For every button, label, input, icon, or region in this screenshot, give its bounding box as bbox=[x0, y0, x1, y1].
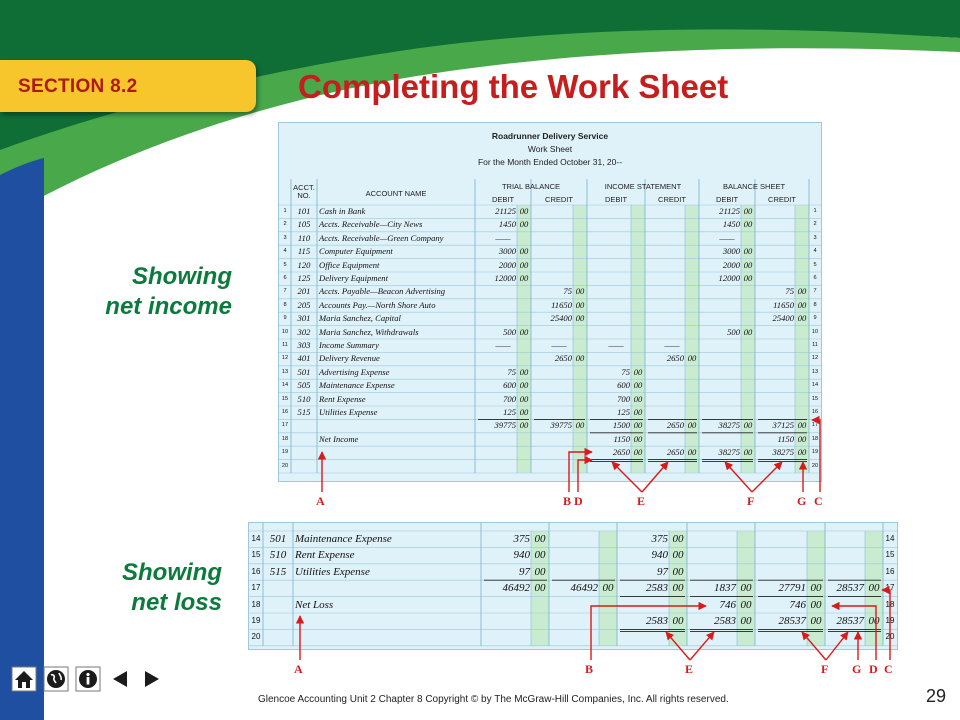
ws-cell: 4 bbox=[813, 248, 817, 255]
ws-cell: 11 bbox=[282, 342, 288, 348]
ws-row bbox=[279, 218, 821, 231]
ws-cell: 15 bbox=[251, 550, 261, 560]
ws-cell: 75 bbox=[563, 286, 572, 297]
ws-hdr-account-name: ACCOUNT NAME bbox=[365, 189, 427, 198]
back-arrow-icon bbox=[109, 668, 131, 690]
callout-letter-c: C bbox=[884, 662, 893, 676]
ws-company: Roadrunner Delivery Service bbox=[491, 131, 609, 141]
ws-row bbox=[279, 232, 821, 245]
forward-button[interactable] bbox=[138, 665, 166, 693]
globe-button[interactable] bbox=[42, 665, 70, 693]
ws-cell: 21125 bbox=[495, 206, 516, 216]
ws-cell: 115 bbox=[297, 246, 311, 257]
ws-cell: 12000 bbox=[718, 273, 740, 283]
ws-cell: 125 bbox=[617, 407, 630, 417]
ws-cell: 2650 bbox=[666, 447, 684, 458]
ws-cell: Delivery Equipment bbox=[319, 273, 388, 283]
ws-cell: 00 bbox=[519, 326, 529, 337]
ws-cell: 1 bbox=[283, 208, 287, 214]
ws-cell: 00 bbox=[672, 549, 684, 562]
back-button[interactable] bbox=[106, 665, 134, 693]
ws-cell: 15 bbox=[811, 395, 819, 402]
ws-cell: 15 bbox=[281, 395, 289, 402]
ws-cell: 105 bbox=[297, 219, 311, 230]
ws-cell: 1150 bbox=[777, 433, 794, 444]
callout-letter-c: C bbox=[814, 494, 823, 508]
ws-cell: 00 bbox=[743, 219, 753, 230]
ws-cell: 46492 bbox=[502, 582, 530, 595]
ws-cell: 25400 bbox=[772, 313, 794, 324]
callout-letter-g: G bbox=[797, 494, 807, 508]
ws-cell: 46492 bbox=[570, 582, 598, 595]
ws-cell: 505 bbox=[297, 380, 311, 391]
ws-cell: 00 bbox=[633, 420, 643, 431]
ws-cell: —— bbox=[551, 340, 567, 350]
ws-cell: 75 bbox=[507, 366, 516, 377]
ws-cell: 00 bbox=[743, 447, 753, 458]
ws-cell: Maintenance Expense bbox=[319, 380, 395, 391]
ws-cell: 00 bbox=[810, 582, 822, 595]
ws-cell: 38275 bbox=[772, 447, 794, 458]
ws-cell: 6 bbox=[813, 275, 817, 281]
page-number: 29 bbox=[926, 686, 947, 706]
ws-cell: 10 bbox=[281, 328, 289, 335]
ws-period: For the Month Ended October 31, 20-- bbox=[477, 157, 623, 167]
ws-cell: 38275 bbox=[718, 420, 740, 431]
ws-cell: 302 bbox=[297, 326, 311, 337]
ws-cell: 17 bbox=[885, 583, 895, 593]
ws-cell: 00 bbox=[633, 433, 643, 444]
callout-letter-b: B bbox=[563, 494, 572, 508]
ws-cell: 110 bbox=[297, 232, 311, 243]
ws-cell: 16 bbox=[885, 566, 895, 576]
ws-cell: 00 bbox=[743, 259, 753, 270]
ws-cell: 14 bbox=[281, 382, 289, 389]
ws-cell: 21125 bbox=[719, 206, 740, 216]
ws-cell: 1450 bbox=[722, 219, 740, 230]
ws-cell: 39775 bbox=[550, 420, 572, 431]
ws-cell: 18 bbox=[811, 435, 819, 442]
ws-cell: 375 bbox=[513, 533, 530, 545]
ws-cell: Office Equipment bbox=[319, 259, 380, 270]
ws-hdr-income-statement: INCOME STATEMENT bbox=[604, 182, 682, 191]
side-label-net-income-line1: Showing bbox=[132, 263, 232, 290]
ws-cell: —— bbox=[495, 232, 511, 243]
ws-cell: 28537 bbox=[836, 582, 864, 595]
ws-cell: 00 bbox=[740, 598, 752, 611]
ws-row bbox=[279, 205, 821, 218]
ws-cell: 28537 bbox=[778, 615, 806, 627]
section-badge bbox=[0, 60, 256, 112]
callout-letter-a: A bbox=[294, 662, 303, 676]
ws-cell: 37125 bbox=[772, 420, 794, 431]
ws-cell: 13 bbox=[811, 368, 819, 375]
ws-cell: 00 bbox=[743, 326, 753, 337]
ws-cell: 00 bbox=[687, 420, 697, 431]
ws-cell: Income Summary bbox=[319, 340, 379, 350]
home-icon bbox=[11, 666, 37, 692]
ws-cell: Maintenance Expense bbox=[295, 533, 392, 545]
ws-cell: 500 bbox=[503, 326, 516, 337]
ws-cell: 510 bbox=[297, 393, 311, 404]
ws-cell: 00 bbox=[519, 407, 529, 417]
ws-cell: 700 bbox=[617, 393, 630, 404]
ws-cell: 00 bbox=[687, 447, 697, 458]
ws-cell: 600 bbox=[617, 380, 630, 391]
ws-row bbox=[279, 245, 821, 258]
ws-cell: 125 bbox=[297, 273, 311, 283]
ws-cell: 515 bbox=[297, 407, 311, 417]
ws-cell: 00 bbox=[797, 299, 807, 310]
ws-cell: 510 bbox=[269, 549, 287, 562]
ws-cell: 28537 bbox=[836, 615, 864, 627]
callout-letter-e: E bbox=[685, 662, 694, 676]
ws-cell: 00 bbox=[633, 380, 643, 391]
ws-cell: 2583 bbox=[714, 615, 736, 627]
ws-cell: Computer Equipment bbox=[319, 246, 393, 257]
ws-cell: Accounts Pay.—North Shore Auto bbox=[319, 299, 436, 310]
ws-cell: 301 bbox=[297, 313, 311, 324]
page-title: Completing the Work Sheet bbox=[298, 68, 729, 105]
ws-cell: 00 bbox=[687, 353, 697, 364]
ws-cell: 00 bbox=[633, 366, 643, 377]
ws-cell: 00 bbox=[868, 582, 880, 595]
ws-row bbox=[249, 613, 897, 629]
home-button[interactable] bbox=[10, 665, 38, 693]
ws-cell: Utilities Expense bbox=[295, 565, 370, 578]
ws-cell: Accts. Receivable—Green Company bbox=[319, 232, 444, 243]
ws-cell: 00 bbox=[743, 420, 753, 431]
ws-cell: 00 bbox=[519, 259, 529, 270]
ws-cell: Utilities Expense bbox=[319, 407, 378, 417]
ws-cell: 97 bbox=[519, 565, 530, 578]
ws-cell: —— bbox=[664, 340, 680, 350]
ws-cell: 2 bbox=[813, 221, 817, 228]
globe-icon bbox=[43, 666, 69, 692]
ws-cell: 11650 bbox=[551, 299, 572, 310]
ws-cell: 7 bbox=[813, 288, 817, 295]
ws-cell: 1450 bbox=[498, 219, 516, 230]
ws-cell: 2000 bbox=[498, 259, 516, 270]
ws-hdr-no: NO. bbox=[297, 191, 311, 200]
ws-cell: 20 bbox=[281, 462, 289, 469]
ws-cell: 00 bbox=[519, 206, 529, 216]
ws-cell: 1 bbox=[813, 208, 817, 214]
ws-cell: 10 bbox=[811, 328, 819, 335]
ws-cell: 2000 bbox=[722, 259, 740, 270]
ws-cell: 18 bbox=[251, 599, 261, 609]
ws-cell: 00 bbox=[743, 206, 753, 216]
ws-cell: 2650 bbox=[612, 447, 630, 458]
ws-cell: 00 bbox=[810, 615, 822, 627]
ws-cell: 00 bbox=[672, 565, 684, 578]
slide-navigation bbox=[10, 664, 166, 694]
worksheet-net-loss bbox=[248, 522, 898, 650]
ws-cell: 00 bbox=[797, 420, 807, 431]
ws-cell: 00 bbox=[519, 219, 529, 230]
ws-row bbox=[249, 629, 897, 645]
ws-cell: 00 bbox=[519, 393, 529, 404]
callout-letter-a: A bbox=[316, 494, 325, 508]
ws-cell: 00 bbox=[575, 353, 585, 364]
ws-cell: 2650 bbox=[666, 420, 684, 431]
ws-cell: Rent Expense bbox=[295, 549, 355, 562]
ws-cell: 17 bbox=[251, 583, 261, 593]
ws-cell: 00 bbox=[672, 582, 684, 595]
ws-cell: 00 bbox=[575, 299, 585, 310]
ws-row bbox=[279, 259, 821, 272]
ws-cell: 3 bbox=[283, 234, 287, 241]
ws-cell: 20 bbox=[885, 632, 895, 642]
ws-hdr-credit: CREDIT bbox=[768, 195, 796, 204]
ws-cell: 6 bbox=[283, 275, 287, 281]
callout-letter-f: F bbox=[821, 662, 829, 676]
ws-cell: 746 bbox=[719, 598, 736, 611]
ws-cell: 00 bbox=[672, 533, 684, 545]
ws-cell: 11 bbox=[812, 342, 818, 348]
ws-cell: 00 bbox=[534, 582, 546, 595]
ws-cell: 1150 bbox=[613, 433, 630, 444]
section-label: SECTION 8.2 bbox=[18, 76, 138, 97]
ws-row bbox=[279, 352, 821, 365]
ws-cell: 00 bbox=[743, 246, 753, 257]
ws-cell: 18 bbox=[885, 599, 895, 609]
ws-cell: 00 bbox=[534, 565, 546, 578]
ws-cell: 25400 bbox=[550, 313, 572, 324]
ws-cell: 19 bbox=[251, 616, 261, 625]
ws-cell: 19 bbox=[885, 616, 895, 625]
ws-cell: Rent Expense bbox=[319, 393, 366, 404]
ws-cell: 2650 bbox=[554, 353, 572, 364]
ws-cell: Maria Sanchez, Withdrawals bbox=[319, 326, 419, 337]
ws-cell: 500 bbox=[727, 326, 740, 337]
ws-cell: 8 bbox=[813, 301, 817, 308]
ws-cell: 00 bbox=[519, 273, 529, 283]
ws-cell: 8 bbox=[283, 301, 287, 308]
ws-cell: 600 bbox=[503, 380, 516, 391]
ws-cell: 16 bbox=[811, 409, 819, 415]
info-icon bbox=[75, 666, 101, 692]
ws-row bbox=[279, 406, 821, 419]
ws-cell: 401 bbox=[297, 353, 311, 364]
ws-cell: Advertising Expense bbox=[319, 366, 390, 377]
ws-name: Work Sheet bbox=[527, 144, 573, 154]
ws-row bbox=[249, 564, 897, 580]
ws-cell: 515 bbox=[269, 565, 287, 578]
side-label-net-income-line2: net income bbox=[105, 293, 232, 320]
ws-cell: 00 bbox=[797, 433, 807, 444]
ws-row bbox=[279, 446, 821, 459]
ws-cell: 501 bbox=[297, 366, 311, 377]
callout-letter-f: F bbox=[747, 494, 755, 508]
ws-cell: 940 bbox=[513, 549, 530, 562]
ws-cell: 5 bbox=[283, 261, 287, 268]
ws-cell: 00 bbox=[797, 313, 807, 324]
ws-cell: 00 bbox=[602, 582, 614, 595]
ws-cell: 14 bbox=[251, 534, 261, 543]
side-label-net-loss-line1: Showing bbox=[122, 559, 222, 586]
callout-letter-d: D bbox=[574, 494, 583, 508]
ws-cell: 501 bbox=[269, 533, 287, 545]
ws-cell: 120 bbox=[297, 259, 311, 270]
ws-cell: 5 bbox=[813, 261, 817, 268]
ws-cell: 375 bbox=[651, 533, 668, 545]
side-label-net-loss bbox=[50, 558, 222, 618]
ws-cell: 101 bbox=[297, 206, 311, 216]
ws-cell: 00 bbox=[575, 420, 585, 431]
ws-cell: 3 bbox=[813, 234, 817, 241]
ws-cell: 18 bbox=[281, 435, 289, 442]
ws-cell: Delivery Revenue bbox=[319, 353, 380, 364]
footer-copyright: Glencoe Accounting Unit 2 Chapter 8 Copyright © by The McGraw-Hill Companies, Inc. All rights reserved. bbox=[258, 694, 729, 705]
ws-row bbox=[249, 597, 897, 613]
ws-cell: 9 bbox=[813, 315, 817, 322]
ws-cell: 201 bbox=[297, 286, 311, 297]
ws-cell: 12000 bbox=[494, 273, 516, 283]
ws-cell: 17 bbox=[281, 422, 289, 429]
ws-cell: 20 bbox=[811, 462, 819, 469]
ws-cell: 00 bbox=[797, 286, 807, 297]
ws-cell: 00 bbox=[519, 366, 529, 377]
ws-row bbox=[279, 393, 821, 406]
ws-cell: 700 bbox=[503, 393, 516, 404]
ws-cell: Maria Sanchez, Capital bbox=[319, 313, 401, 324]
ws-cell: 38275 bbox=[718, 447, 740, 458]
ws-cell: 2583 bbox=[646, 582, 668, 595]
ws-cell: 00 bbox=[633, 447, 643, 458]
ws-cell: 00 bbox=[575, 313, 585, 324]
ws-cell: 19 bbox=[281, 449, 289, 456]
ws-cell: —— bbox=[495, 340, 511, 350]
ws-cell: 940 bbox=[651, 549, 668, 562]
ws-cell: 00 bbox=[519, 246, 529, 257]
ws-cell: 1500 bbox=[612, 420, 630, 431]
ws-row bbox=[279, 433, 821, 446]
worksheet-net-income bbox=[278, 122, 822, 482]
callout-letter-g: G bbox=[852, 662, 862, 676]
ws-row bbox=[279, 339, 821, 352]
ws-cell: 00 bbox=[633, 407, 643, 417]
ws-cell: 125 bbox=[503, 407, 516, 417]
ws-cell: 20 bbox=[251, 632, 261, 642]
ws-cell: 00 bbox=[519, 380, 529, 391]
ws-cell: Net Loss bbox=[295, 598, 334, 611]
ws-cell: 303 bbox=[297, 340, 311, 350]
side-label-net-income bbox=[60, 262, 232, 322]
ws-cell: 00 bbox=[797, 447, 807, 458]
info-button[interactable] bbox=[74, 665, 102, 693]
ws-hdr-credit: CREDIT bbox=[658, 195, 686, 204]
ws-cell: 3000 bbox=[498, 246, 516, 257]
ws-cell: 1837 bbox=[714, 582, 736, 595]
side-label-net-loss-line2: net loss bbox=[131, 589, 222, 616]
ws-cell: 00 bbox=[740, 615, 752, 627]
ws-cell: 00 bbox=[740, 582, 752, 595]
ws-row bbox=[279, 326, 821, 339]
ws-cell: 00 bbox=[672, 615, 684, 627]
ws-cell: Net Income bbox=[319, 433, 359, 444]
callout-letter-d: D bbox=[869, 662, 878, 676]
ws-row bbox=[279, 366, 821, 379]
ws-cell: —— bbox=[608, 340, 624, 350]
ws-cell: 00 bbox=[575, 286, 585, 297]
ws-row bbox=[249, 547, 897, 563]
ws-cell: 9 bbox=[283, 315, 287, 322]
ws-cell: 2650 bbox=[666, 353, 684, 364]
ws-row bbox=[279, 379, 821, 392]
ws-cell: 7 bbox=[283, 288, 287, 295]
ws-row bbox=[279, 272, 821, 285]
ws-cell: 00 bbox=[519, 420, 529, 431]
ws-cell: 17 bbox=[811, 422, 819, 429]
ws-row bbox=[279, 312, 821, 325]
ws-hdr-acct: ACCT. bbox=[293, 183, 315, 192]
ws-hdr-debit: DEBIT bbox=[604, 195, 628, 204]
ws-cell: 00 bbox=[633, 393, 643, 404]
ws-cell: 16 bbox=[281, 409, 289, 415]
ws-cell: Accts. Receivable—City News bbox=[319, 219, 423, 230]
ws-cell: 27791 bbox=[778, 582, 806, 595]
ws-cell: 746 bbox=[789, 598, 806, 611]
callout-letter-e: E bbox=[637, 494, 646, 508]
callout-letter-b: B bbox=[585, 662, 594, 676]
ws-cell: 00 bbox=[534, 549, 546, 562]
ws-row bbox=[279, 460, 821, 473]
left-blue-bar bbox=[0, 200, 32, 720]
ws-cell: 00 bbox=[534, 533, 546, 545]
ws-cell: 11650 bbox=[773, 299, 794, 310]
ws-cell: 75 bbox=[621, 366, 630, 377]
ws-row bbox=[249, 580, 897, 596]
ws-hdr-debit: DEBIT bbox=[715, 195, 739, 204]
ws-cell: 19 bbox=[811, 449, 819, 456]
ws-cell: Cash in Bank bbox=[319, 206, 366, 216]
ws-row bbox=[279, 285, 821, 298]
ws-cell: 14 bbox=[811, 382, 819, 389]
ws-cell: 13 bbox=[281, 368, 289, 375]
ws-cell: 14 bbox=[885, 534, 895, 543]
ws-cell: 00 bbox=[810, 598, 822, 611]
ws-cell: 00 bbox=[743, 273, 753, 283]
ws-cell: 00 bbox=[868, 615, 880, 627]
ws-cell: 16 bbox=[251, 566, 261, 576]
ws-cell: 2 bbox=[283, 221, 287, 228]
ws-cell: 2583 bbox=[646, 615, 668, 627]
ws-cell: 15 bbox=[885, 550, 895, 560]
ws-hdr-credit: CREDIT bbox=[545, 195, 573, 204]
ws-hdr-balance-sheet: BALANCE SHEET bbox=[722, 182, 786, 191]
ws-cell: 75 bbox=[785, 286, 794, 297]
ws-cell: 205 bbox=[297, 299, 311, 310]
ws-cell: 12 bbox=[811, 355, 819, 362]
ws-cell: Accts. Payable—Beacon Advertising bbox=[319, 286, 446, 297]
ws-cell: 12 bbox=[281, 355, 289, 362]
ws-cell: 97 bbox=[657, 565, 668, 578]
ws-cell: 4 bbox=[283, 248, 287, 255]
ws-hdr-trial-balance: TRIAL BALANCE bbox=[501, 182, 561, 191]
ws-hdr-debit: DEBIT bbox=[491, 195, 515, 204]
ws-row bbox=[279, 419, 821, 432]
ws-row bbox=[279, 299, 821, 312]
ws-cell: 3000 bbox=[722, 246, 740, 257]
ws-row bbox=[249, 531, 897, 547]
ws-cell: —— bbox=[719, 232, 735, 243]
forward-arrow-icon bbox=[141, 668, 163, 690]
ws-cell: 39775 bbox=[494, 420, 516, 431]
